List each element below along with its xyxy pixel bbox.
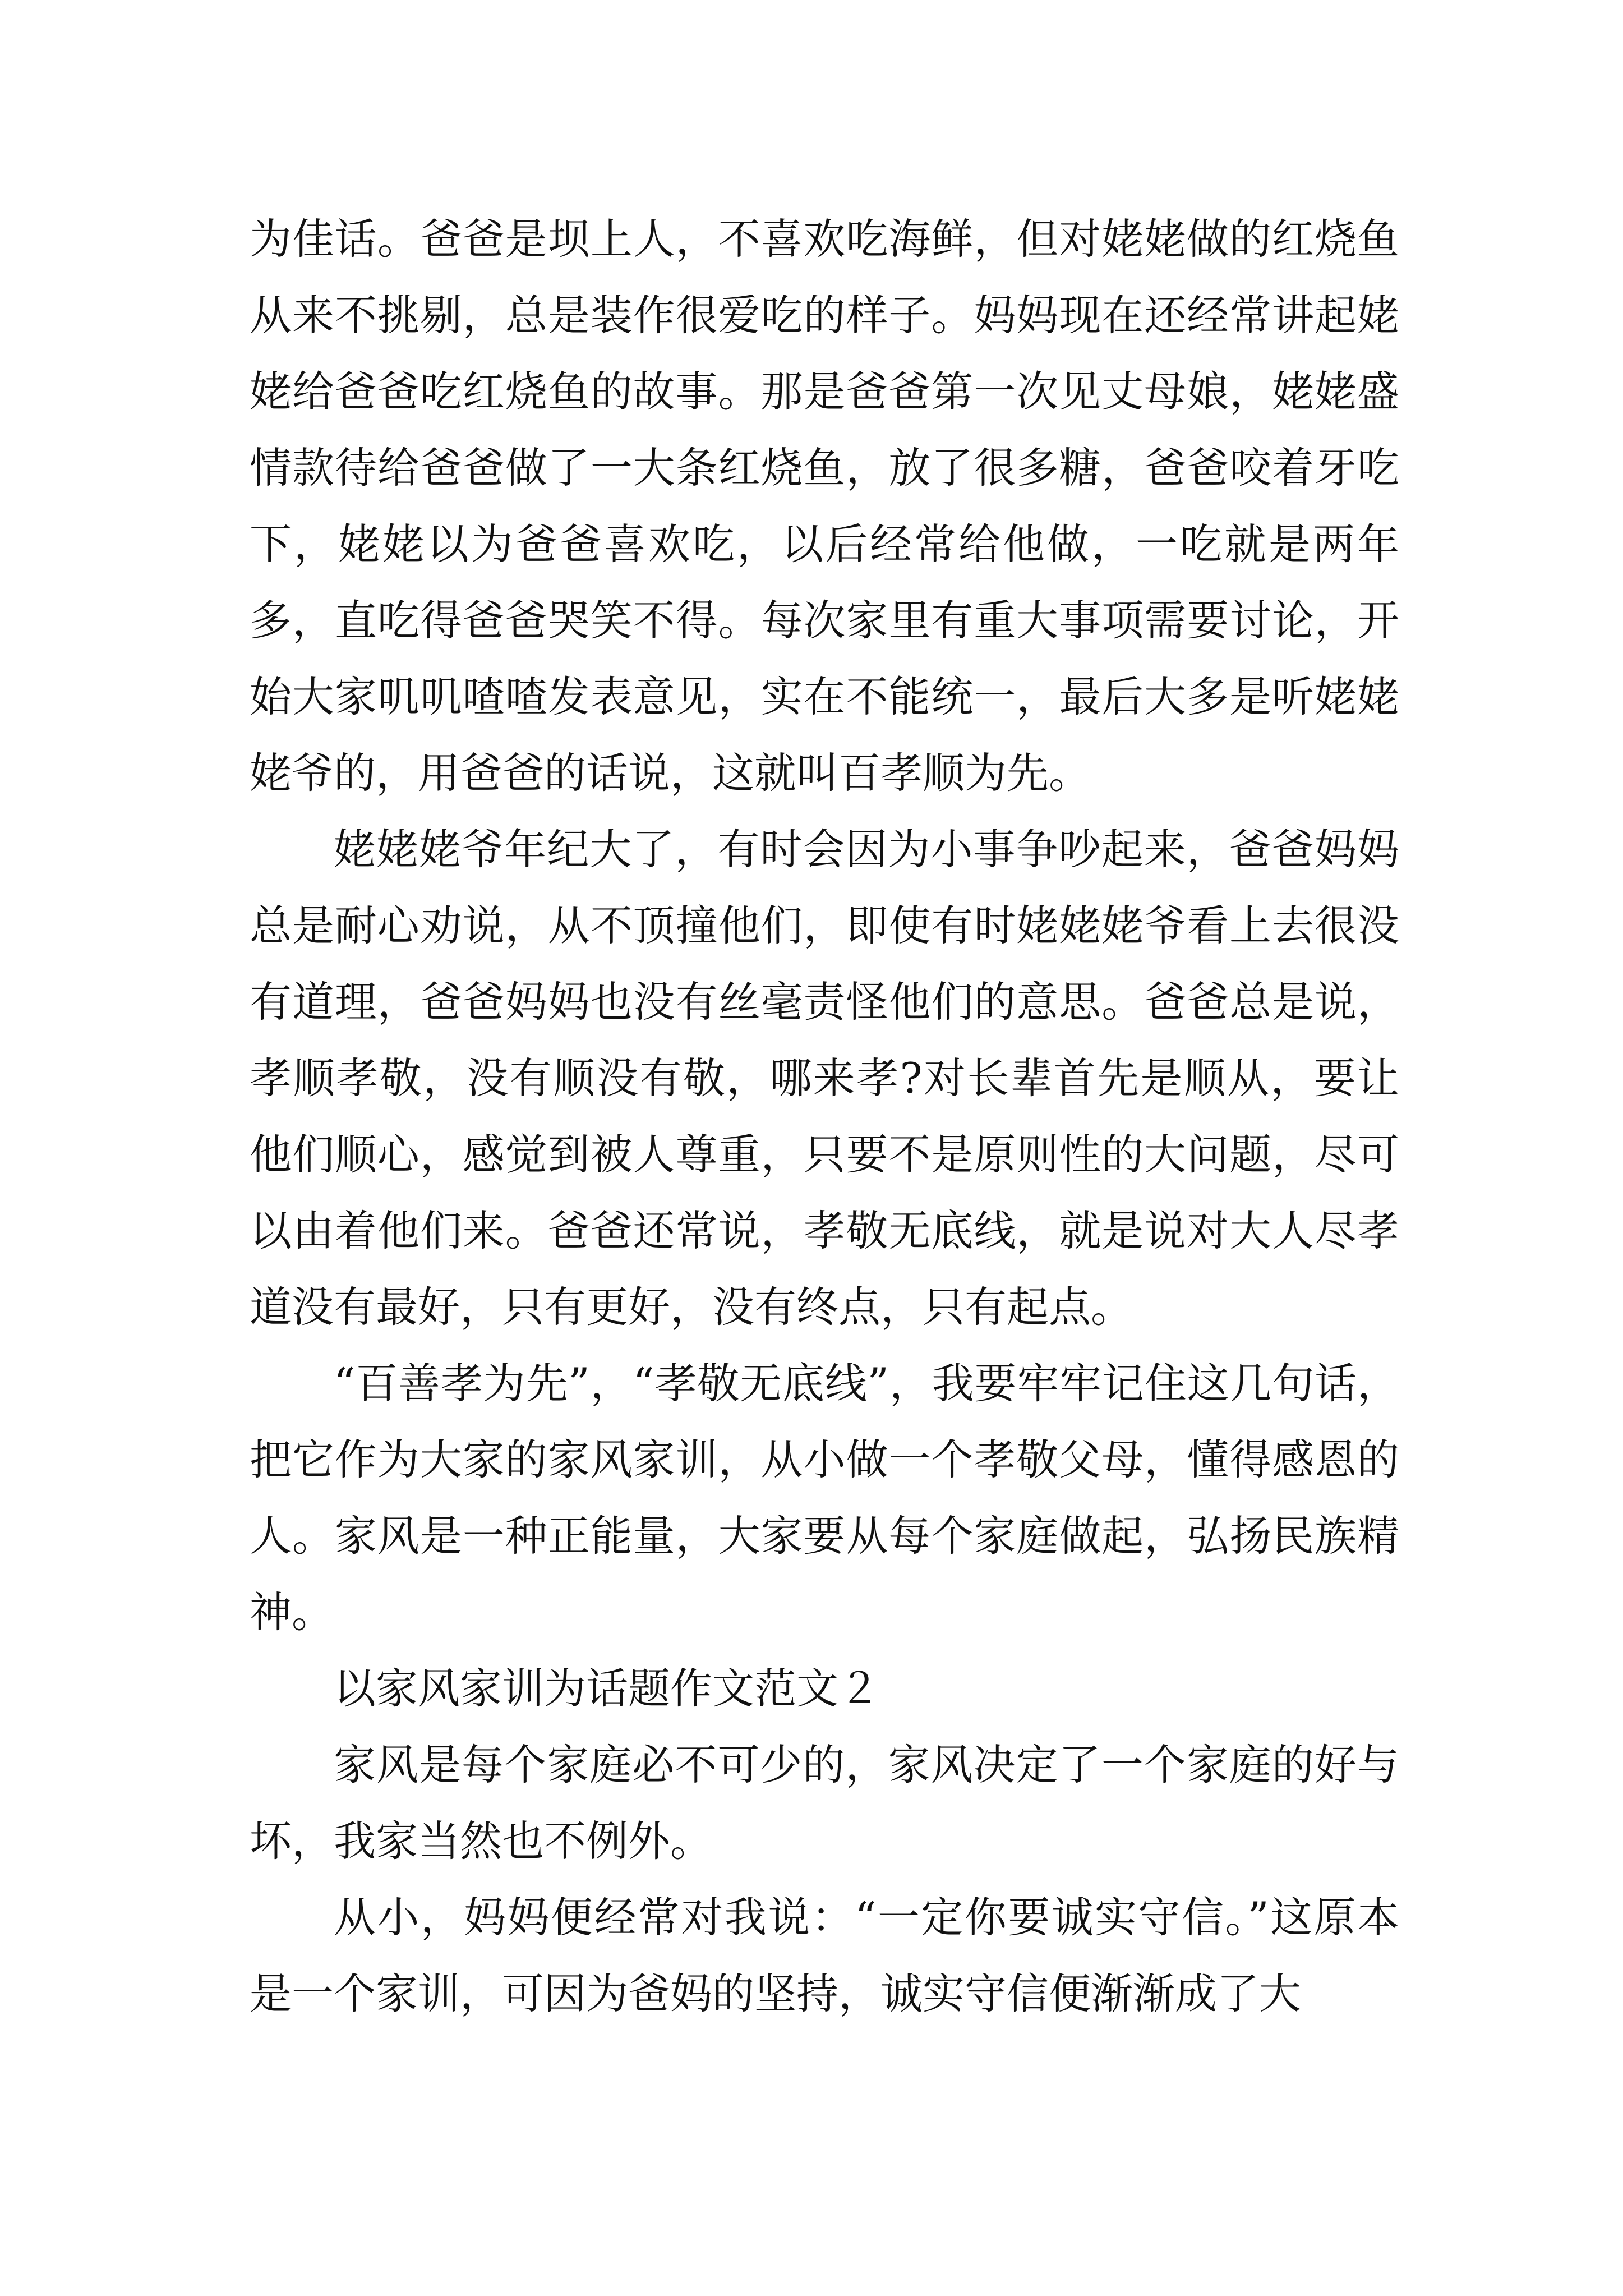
paragraph-2: 姥姥姥爷年纪大了，有时会因为小事争吵起来，爸爸妈妈总是耐心劝说，从不顶撞他们，即使有时姥姥姥爷看上去很没有道理，爸爸妈妈也没有丝毫责怪他们的意思。爸爸总是说，孝顺孝敬，没有顺没有敬，哪来孝?对长辈首先是顺从，要让他们顺心，感觉到被人尊重，只要不是原则性的大问题，尽可以由着他们来。爸爸还常说，孝敬无底线，就是说对大人尽孝道没有最好，只有更好，没有终点，只有起点。: [250, 825, 1399, 1332]
document-body: [250, 201, 1399, 2032]
paragraph-4: 家风是每个家庭必不可少的，家风决定了一个家庭的好与坏，我家当然也不例外。: [250, 1740, 1399, 1866]
paragraph-3: “百善孝为先”，“孝敬无底线”，我要牢牢记住这几句话，把它作为大家的家风家训，从小做一个孝敬父母，懂得感恩的人。家风是一种正能量，大家要从每个家庭做起，弘扬民族精神。: [250, 1359, 1399, 1637]
paragraph-5: 从小，妈妈便经常对我说：“一定你要诚实守信。”这原本是一个家训，可因为爸妈的坚持，诚实守信便渐渐成了大: [250, 1893, 1399, 2018]
section-heading: 以家风家训为话题作文范文２: [334, 1664, 881, 1713]
paragraph-1: 为佳话。爸爸是坝上人，不喜欢吃海鲜，但对姥姥做的红烧鱼从来不挑剔，总是装作很爱吃的样子。妈妈现在还经常讲起姥姥给爸爸吃红烧鱼的故事。那是爸爸第一次见丈母娘，姥姥盛情款待给爸爸做了一大条红烧鱼，放了很多糖，爸爸咬着牙吃下，姥姥以为爸爸喜欢吃，以后经常给他做，一吃就是两年多，直吃得爸爸哭笑不得。每次家里有重大事项需要讨论，开始大家叽叽喳喳发表意见，实在不能统一，最后大多是听姥姥姥爷的，用爸爸的话说，这就叫百孝顺为先。: [250, 214, 1399, 798]
